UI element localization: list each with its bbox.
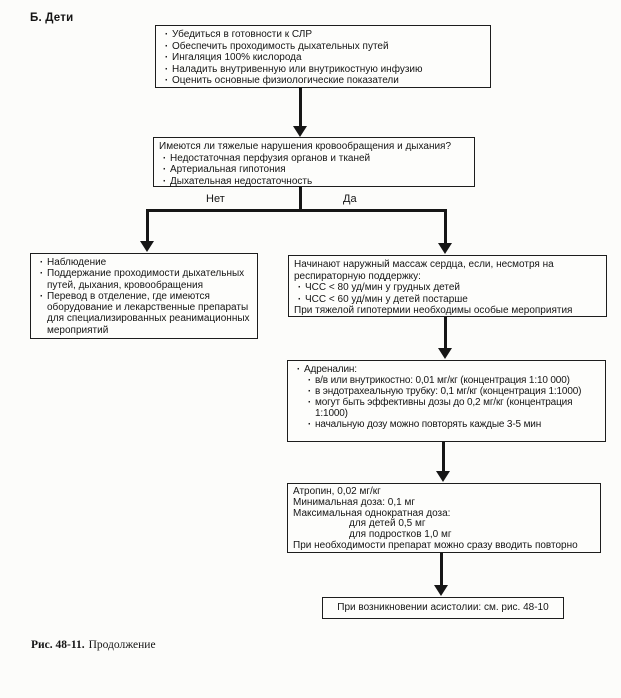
list-item — [36, 268, 252, 291]
list-item-text: Ингаляция 100% кислорода — [172, 52, 302, 63]
list-item — [159, 176, 469, 188]
branch-label-yes: Да — [343, 193, 357, 205]
list-item — [161, 64, 485, 76]
box-asystole-reference — [322, 597, 564, 619]
arrow-down-icon — [438, 243, 452, 254]
box-footer-text: При необходимости препарат можно сразу вводить повторно — [293, 539, 578, 551]
list-item-text: Обеспечить проходимость дыхательных путей — [172, 40, 389, 52]
box-footer-text: При тяжелой гипотермии необходимы особые мероприятия — [294, 305, 573, 316]
list-item-text: Оценить основные физиологические показатели — [172, 75, 399, 86]
flow-line-to-atropine — [442, 442, 445, 473]
list-item-text: могут быть эффективны дозы до 0,2 мг/кг (концентрация 1:1000) — [315, 397, 573, 419]
figure-caption — [31, 639, 156, 651]
branch-label-no: Нет — [206, 193, 225, 205]
bullet-icon — [293, 364, 304, 375]
box-intro-text: Начинают наружный массаж сердца, если, несмотря на респираторную поддержку: — [294, 259, 554, 282]
list-item-text: в/в или внутрикостно: 0,01 мг/кг (концентрация 1:10 000) — [315, 375, 570, 386]
flow-line-prep-question — [299, 87, 302, 129]
flow-line-branch-bar — [146, 209, 447, 212]
list-item — [304, 375, 600, 386]
list-item — [304, 386, 600, 397]
bullet-icon — [161, 29, 172, 41]
figure-caption-text: Продолжение — [88, 639, 156, 651]
flow-line-to-adrenaline — [444, 317, 447, 350]
bullet-icon — [36, 291, 47, 336]
list-item — [294, 294, 601, 306]
bullet-icon — [304, 386, 315, 397]
section-label: Б. Дети — [30, 12, 74, 24]
list-item-text: Наладить внутривенную или внутрикостную инфузию — [172, 63, 423, 75]
list-item-text: в эндотрахеальную трубку: 0,1 мг/кг (концентрация 1:1000) — [315, 386, 582, 397]
arrow-down-icon — [293, 126, 307, 137]
list-item — [304, 419, 600, 430]
question-title: Имеются ли тяжелые нарушения кровообращения и дыхания? — [159, 141, 452, 152]
bullet-icon — [161, 52, 172, 64]
bullet-icon — [294, 282, 305, 294]
box-adrenaline — [287, 360, 606, 442]
bullet-icon — [304, 375, 315, 386]
list-item — [161, 52, 485, 64]
list-item-text: Поддержание проходимости дыхательных путей, дыхания, кровообращения — [47, 268, 245, 291]
list-item-text: Артериальная гипотония — [170, 164, 286, 175]
flow-line-to-asystole — [440, 553, 443, 587]
list-item — [36, 291, 252, 336]
list-item-text: Недостаточная перфузия органов и тканей — [170, 152, 371, 164]
box-observation — [30, 253, 258, 339]
list-item-text: Убедиться в готовности к СЛР — [172, 29, 312, 40]
list-item-text: Перевод в отделение, где имеются оборудование и лекарственные препараты для специализированных реанимационных мероприятий — [47, 290, 250, 336]
bullet-icon — [36, 257, 47, 268]
list-item-text: Наблюдение — [47, 257, 107, 268]
arrow-down-icon — [140, 241, 154, 252]
bullet-icon — [304, 397, 315, 419]
list-item — [36, 257, 252, 268]
bullet-icon — [304, 419, 315, 430]
arrow-down-icon — [434, 585, 448, 596]
list-item — [161, 75, 485, 87]
bullet-icon — [161, 75, 172, 87]
text-line-indented: для подростков 1,0 мг — [349, 529, 452, 541]
list-item — [294, 282, 601, 294]
bullet-icon — [159, 153, 170, 165]
arrow-down-icon — [436, 471, 450, 482]
flow-line-branch-yes — [444, 209, 447, 244]
asystole-reference-text: При возникновении асистолии: см. рис. 48-10 — [337, 602, 549, 613]
list-item-text: Дыхательная недостаточность — [170, 175, 313, 187]
list-item — [161, 29, 485, 41]
bullet-icon — [161, 41, 172, 53]
list-item-text: Адреналин: — [304, 364, 357, 375]
list-item-text: ЧСС < 60 уд/мин у детей постарше — [305, 293, 468, 305]
text-line: Атропин, 0,02 мг/кг — [293, 486, 381, 497]
bullet-icon — [36, 268, 47, 291]
list-item — [159, 164, 469, 176]
bullet-icon — [159, 164, 170, 176]
list-item — [304, 397, 600, 419]
box-atropine — [287, 483, 601, 553]
list-item — [159, 153, 469, 165]
list-item — [293, 364, 600, 375]
box-preparation — [155, 25, 491, 88]
list-item-text: начальную дозу можно повторять каждые 3-5 мин — [315, 419, 542, 430]
arrow-down-icon — [438, 348, 452, 359]
box-question — [153, 137, 475, 187]
figure-number: Рис. 48-11. — [31, 639, 85, 651]
list-item-text: ЧСС < 80 уд/мин у грудных детей — [305, 282, 460, 293]
text-line: Максимальная однократная доза: — [293, 507, 451, 519]
bullet-icon — [161, 64, 172, 76]
bullet-icon — [294, 294, 305, 306]
flow-line-branch-no — [146, 209, 149, 242]
box-chest-compressions — [288, 255, 607, 317]
text-line: Минимальная доза: 0,1 мг — [293, 496, 415, 508]
list-item — [161, 41, 485, 53]
bullet-icon — [159, 176, 170, 188]
text-line-indented: для детей 0,5 мг — [349, 518, 426, 530]
